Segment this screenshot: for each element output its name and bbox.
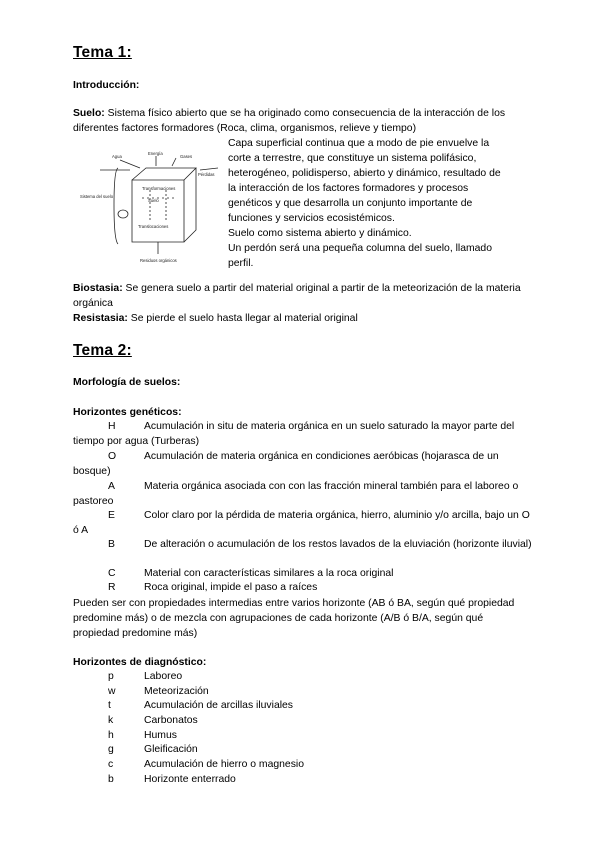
- genetic-row-o: [73, 449, 533, 479]
- diagnostic-text: Laboreo: [144, 671, 183, 682]
- diagnostic-text: Acumulación de arcillas iluviales: [144, 700, 294, 711]
- label-translocaciones: Translocaciones: [138, 224, 169, 229]
- suelo-paragraph: [73, 106, 523, 136]
- genetic-text: Acumulación in situ de materia orgánica en un suelo saturado la mayor parte del tiempo por agua (Turberas): [73, 421, 515, 447]
- label-sistema: Sistema del suelo: [80, 194, 114, 199]
- description-line: corte a terrestre, que constituye un sistema polifásico,: [228, 153, 477, 164]
- diagnostic-code: w: [108, 686, 116, 697]
- suelo-text: Sistema físico abierto que se ha originado como consecuencia de la interacción de los diferentes factores formadores (Roca, clima, organismos, relieve y tiempo): [73, 108, 506, 134]
- label-energia: Energía: [148, 151, 163, 156]
- intro-heading: Introducción:: [73, 80, 140, 91]
- label-gases: Gases: [180, 154, 193, 159]
- diagnostic-code: k: [108, 715, 114, 726]
- resistasia-text: Se pierde el suelo hasta llegar al material original: [127, 313, 358, 324]
- genetic-text: Acumulación de materia orgánica en condiciones aeróbicas (hojarasca de un bosque): [73, 451, 499, 477]
- diagnostic-text: Meteorización: [144, 686, 209, 697]
- genetic-row-c: [73, 566, 533, 581]
- diagnostic-code: t: [108, 700, 111, 711]
- biostasia-paragraph: [73, 281, 523, 311]
- resistasia-label: Resistasia:: [73, 313, 128, 324]
- diagnostic-code: c: [108, 759, 114, 770]
- diagram-circle: [118, 210, 128, 218]
- genetic-code: H: [108, 421, 116, 432]
- resistasia-paragraph: [73, 311, 523, 326]
- description-line: perfil.: [228, 258, 254, 269]
- suelo-description: [228, 136, 528, 271]
- genetic-text: Color claro por la pérdida de materia orgánica, hierro, aluminio y/o arcilla, bajo un O ó A: [73, 510, 530, 536]
- genetic-row-e: [73, 508, 533, 538]
- description-line: heterogéneo, polidisperso, abierto y dinámico, resultado de: [228, 168, 501, 179]
- label-suelo: Suelo: [148, 198, 159, 203]
- diagnostic-code: g: [108, 744, 114, 755]
- biostasia-text: Se genera suelo a partir del material original a partir de la meteorización de la materia orgánica: [73, 283, 521, 309]
- genetic-code: E: [108, 510, 115, 521]
- genetic-heading: Horizontes genéticos:: [73, 407, 182, 418]
- diagram-bracket: [114, 168, 118, 244]
- tema2-title: Tema 2:: [73, 342, 132, 359]
- genetic-row-h: [73, 419, 533, 449]
- diagram-box-side: [184, 168, 196, 242]
- description-line: Capa superficial continua que a modo de pie envuelve la: [228, 138, 490, 149]
- genetic-row-b: [73, 537, 533, 552]
- diagnostic-text: Humus: [144, 730, 177, 741]
- genetic-text: Roca original, impide el paso a raíces: [144, 582, 318, 593]
- morfologia-heading: Morfología de suelos:: [73, 377, 181, 388]
- description-line: Suelo como sistema abierto y dinámico.: [228, 228, 412, 239]
- description-line: la interacción de los factores formadores y procesos: [228, 183, 469, 194]
- arrow-gases: [172, 158, 176, 166]
- genetic-row-r: [73, 580, 533, 595]
- diagnostic-text: Gleificación: [144, 744, 198, 755]
- arrow-right-out: [200, 168, 218, 170]
- genetic-code: R: [108, 582, 116, 593]
- diagnostic-text: Carbonatos: [144, 715, 198, 726]
- diagnostic-code: p: [108, 671, 114, 682]
- label-perdidas: Pérdidas: [198, 172, 215, 177]
- genetic-code: C: [108, 568, 116, 579]
- genetic-row-a: [73, 479, 533, 509]
- biostasia-label: Biostasia:: [73, 283, 123, 294]
- genetic-text: Material con características similares a la roca original: [144, 568, 394, 579]
- genetic-text: De alteración o acumulación de los restos lavados de la eluviación (horizonte iluvial): [144, 539, 532, 550]
- genetic-code: B: [108, 539, 115, 550]
- diagram-box-top: [132, 168, 196, 180]
- intermediate-paragraph: Pueden ser con propiedades intermedias entre varios horizonte (AB ó BA, según qué propiedad predomine más) o de mezcla con agrupaciones de cada horizonte (A/B ó B/A, según qué propiedad predomine más): [73, 598, 515, 639]
- diagnostic-text: Horizonte enterrado: [144, 774, 236, 785]
- diagnostic-heading: Horizontes de diagnóstico:: [73, 657, 207, 668]
- description-line: genéticos y que desarrolla un conjunto importante de: [228, 198, 473, 209]
- diagnostic-code: b: [108, 774, 114, 785]
- genetic-code: A: [108, 481, 115, 492]
- soil-system-diagram: [80, 150, 222, 268]
- suelo-label: Suelo:: [73, 108, 105, 119]
- diagnostic-text: Acumulación de hierro o magnesio: [144, 759, 304, 770]
- tema1-title: Tema 1:: [73, 44, 132, 61]
- arrow-agua: [120, 160, 140, 168]
- description-line: funciones y servicios ecosistémicos.: [228, 213, 395, 224]
- diagnostic-code: h: [108, 730, 114, 741]
- genetic-code: O: [108, 451, 117, 462]
- label-transformaciones: Transformaciones: [142, 186, 176, 191]
- label-agua: Agua: [112, 154, 122, 159]
- description-line: Un perdón será una pequeña columna del suelo, llamado: [228, 243, 492, 254]
- label-residuos: Residuos orgánicos: [140, 258, 177, 263]
- genetic-text: Materia orgánica asociada con con las fracción mineral también para el laboreo o pastoreo: [73, 481, 519, 507]
